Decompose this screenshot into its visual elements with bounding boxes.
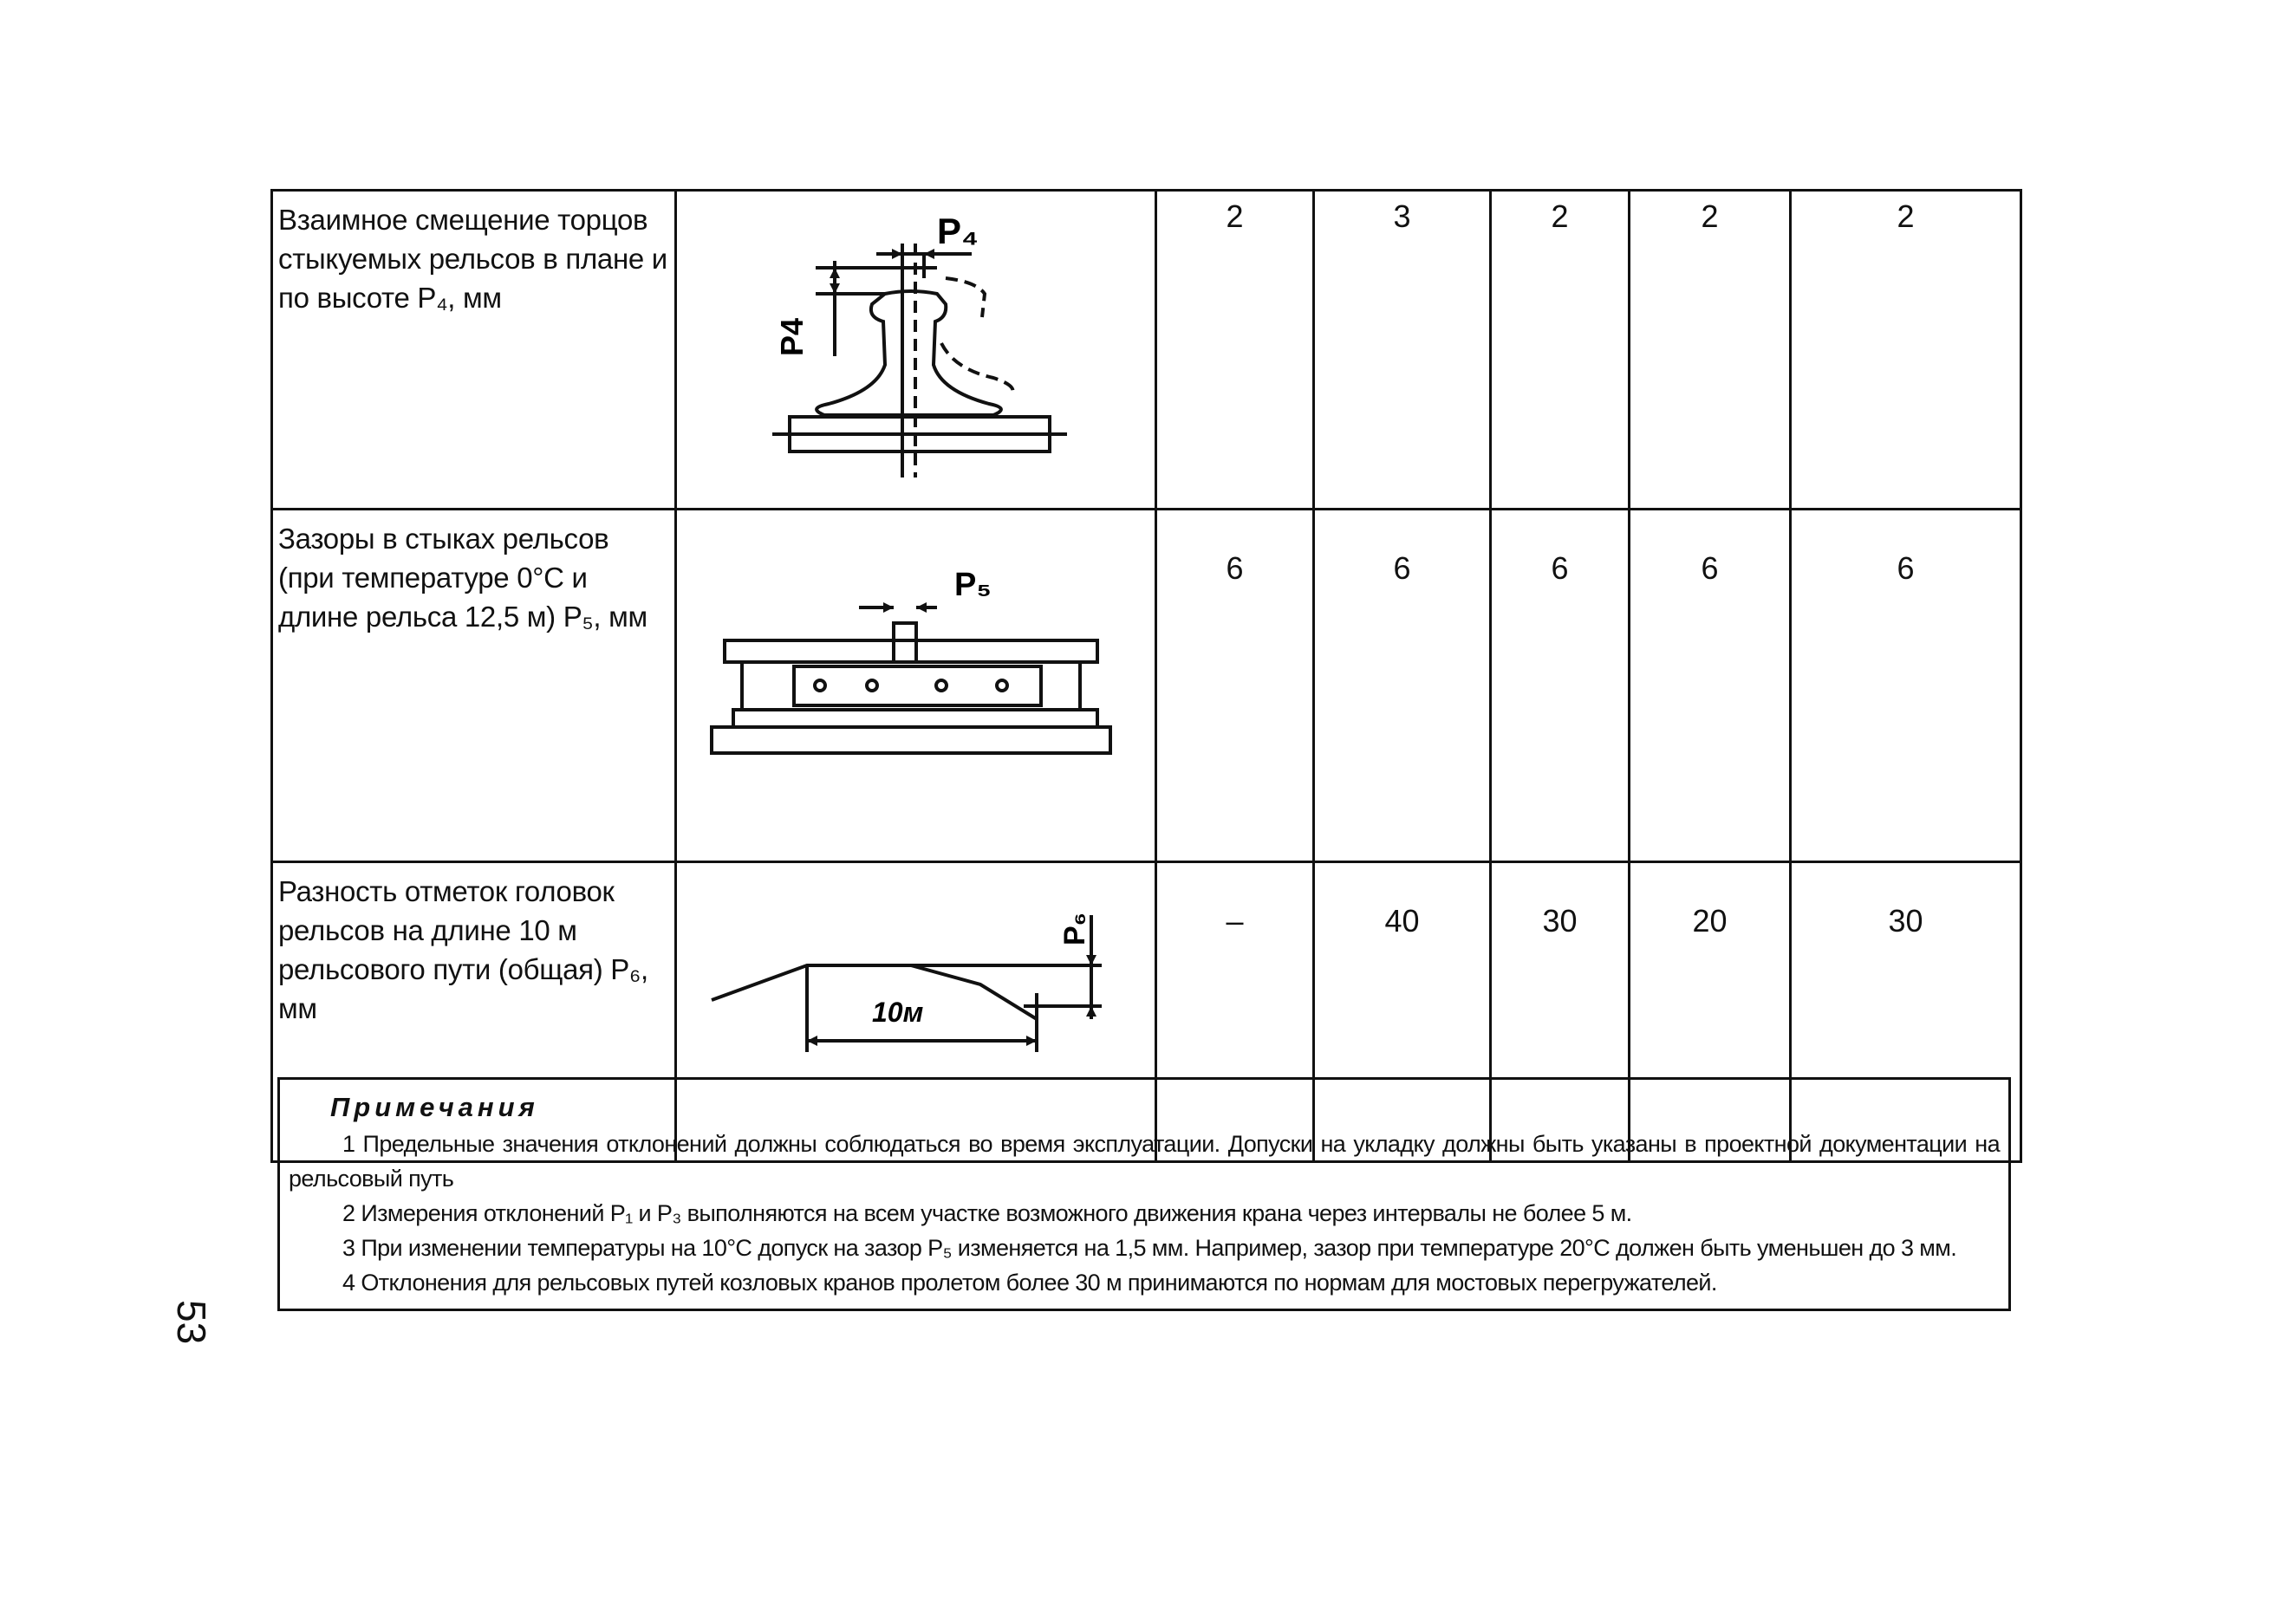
tolerance-table: [270, 189, 2022, 1163]
value-cell: 2: [1491, 191, 1630, 510]
note-item: 3 При изменении температуры на 10°C допуск на зазор P₅ изменяется на 1,5 мм. Например, зазор при температуре 20°C должен быть уменьшен до 3 мм.: [342, 1235, 1957, 1261]
note-item: 2 Измерения отклонений P₁ и P₃ выполняются на всем участке возможного движения крана через интервалы не более 5 м.: [342, 1200, 1632, 1226]
value-cell: 6: [1630, 510, 1791, 862]
p5-label: P₅: [954, 567, 992, 603]
value-cell: 40: [1314, 862, 1491, 1162]
p4-label: P₄: [937, 211, 979, 251]
value-cell: 2: [1791, 191, 2021, 510]
value-cell: 6: [1791, 510, 2021, 862]
value-cell: 2: [1156, 191, 1314, 510]
p6-label: P₆: [1058, 912, 1091, 945]
value-cell: 3: [1314, 191, 1491, 510]
value-cell: 6: [1314, 510, 1491, 862]
value-cell: 30: [1491, 862, 1630, 1162]
page-number: 53: [169, 1300, 214, 1345]
row-description: Разность отметок головок рельсов на длине 10 м рельсового пути (общая) P₆, мм: [272, 862, 676, 1162]
rail-offset-figure: [676, 191, 1156, 510]
value-cell: 6: [1156, 510, 1314, 862]
value-cell: 2: [1630, 191, 1791, 510]
svg-text:P4: P4: [774, 317, 810, 356]
notes-section: [277, 1077, 2011, 1311]
notes-title: Примечания: [330, 1092, 539, 1122]
table-row: [272, 191, 2021, 510]
rail-gap-figure: [676, 510, 1156, 862]
row-description: Зазоры в стыках рельсов (при температуре 0°C и длине рельса 12,5 м) P₅, мм: [272, 510, 676, 862]
value-cell: –: [1156, 862, 1314, 1162]
length-label: 10м: [872, 997, 924, 1028]
value-cell: 6: [1491, 510, 1630, 862]
value-cell: 30: [1791, 862, 2021, 1162]
note-item: 4 Отклонения для рельсовых путей козловых кранов пролетом более 30 м принимаются по нормам для мостовых перегружателей.: [342, 1270, 1717, 1296]
note-item: 1 Предельные значения отклонений должны соблюдаться во время эксплуатации. Допуски на укладку должны быть указаны в проектной документации на рельсовый путь: [289, 1131, 2000, 1192]
table-row: [272, 510, 2021, 862]
value-cell: 20: [1630, 862, 1791, 1162]
row-description: Взаимное смещение торцов стыкуемых рельсов в плане и по высоте P₄, мм: [272, 191, 676, 510]
